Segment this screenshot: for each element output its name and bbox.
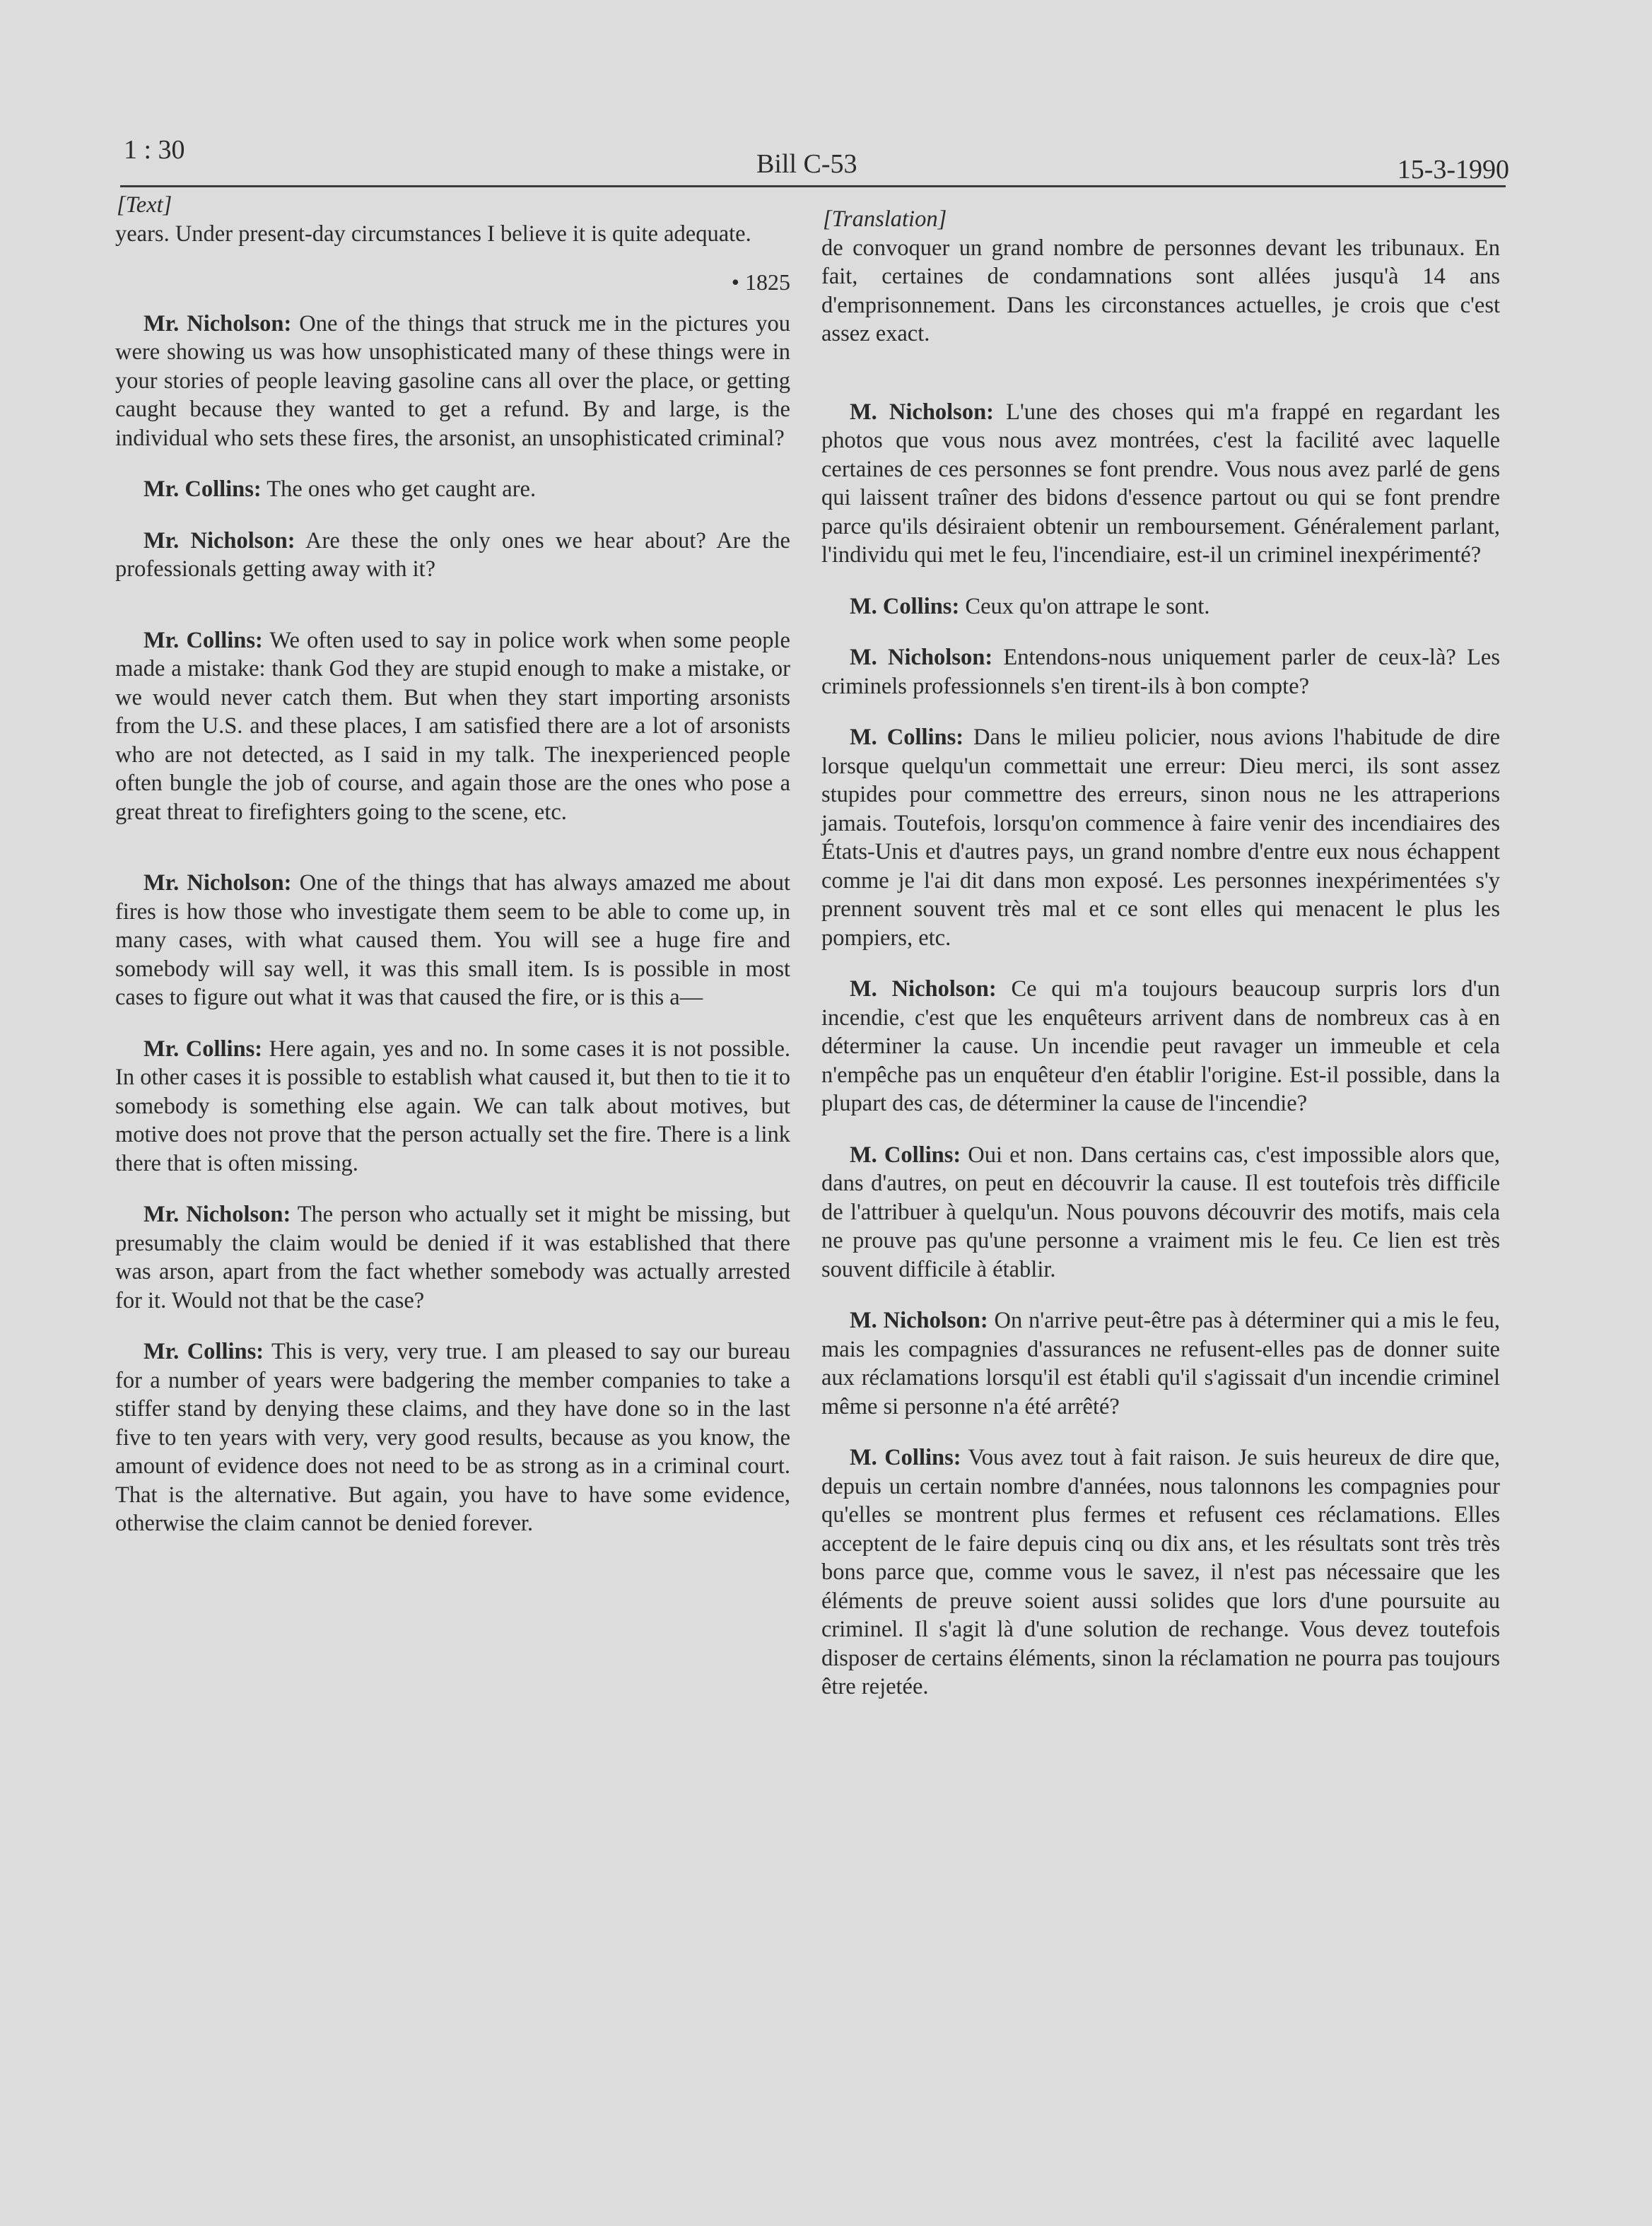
- entry-text: Ce qui m'a toujours beaucoup surpris lors d'un incendie, c'est que les enquêteurs arrivent dans de nombreux cas à en déterminer la cause. Un incendie peut ravager un immeuble et cela n'empêche pas un enquêteur d'en établir l'origine. Est-il possible, dans la plupart des cas, de déterminer la cause de l'incendie?: [821, 976, 1501, 1116]
- transcript-entry: [821, 975, 1500, 1118]
- continuation-paragraph: years. Under present-day circumstances I believe it is quite adequate.: [115, 221, 751, 247]
- speaker-name: Mr. Nicholson:: [143, 870, 292, 896]
- speaker-name: M. Nicholson:: [850, 399, 994, 425]
- transcript-entry: [115, 1200, 790, 1315]
- transcript-entry: [821, 592, 1500, 621]
- transcript-entry: [821, 1141, 1500, 1284]
- text-label: [Text]: [117, 192, 172, 218]
- entry-text: The person who actually set it might be missing, but presumably the claim would be denied if it was established that there was arson, apart from the fact whether somebody was actually arrested for it. Would not that be the case?: [115, 1202, 790, 1313]
- speaker-name: Mr. Collins:: [143, 1339, 264, 1364]
- translation-label: [Translation]: [823, 206, 947, 232]
- speaker-name: Mr. Collins:: [143, 627, 263, 653]
- page-header: [117, 134, 1509, 184]
- speaker-name: Mr. Collins:: [143, 1036, 263, 1062]
- entry-text: This is very, very true. I am pleased to say our bureau for a number of years were badgering the member companies to take a stiffer stand by denying these claims, and they have done so in the last five to ten years with very, very good results, because as you know, the amount of evidence does not need to be as strong as in a criminal court. That is the alternative. But again, you have to have some evidence, otherwise the claim cannot be denied forever.: [115, 1339, 790, 1536]
- transcript-entry: [115, 475, 790, 504]
- speaker-name: M. Collins:: [850, 1142, 961, 1168]
- entry-text: On n'arrive peut-être pas à déterminer qui a mis le feu, mais les compagnies d'assurances ne refusent-elles pas de donner suite aux réclamations lorsqu'il est établi qu'il s'agissait d'un incendie criminel même si personne n'a été arrêté?: [821, 1308, 1501, 1419]
- header-date: 15-3-1990: [1397, 155, 1509, 184]
- entry-text: Are these the only ones we hear about? Are the professionals getting away with it?: [115, 527, 790, 582]
- entry-text: Entendons-nous uniquement parler de ceux-là? Les criminels professionnels s'en tirent-ils à bon compte?: [821, 645, 1500, 699]
- entry-text: One of the things that struck me in the pictures you were showing us was how unsophisticated many of these things were in your stories of people leaving gasoline cans all over the place, or getting caught because they wanted to get a refund. By and large, is the individual who sets these fires, the arsonist, an unsophisticated criminal?: [115, 310, 790, 451]
- entry-text: Ceux qu'on attrape le sont.: [959, 593, 1210, 619]
- speaker-name: Mr. Nicholson:: [143, 1202, 291, 1227]
- transcript-entry: [115, 626, 790, 827]
- continuation-paragraph: de convoquer un grand nombre de personnes devant les tribunaux. En fait, certaines de condamnations sont allées jusqu'à 14 ans d'emprisonnement. Dans les circonstances actuelles, je crois que c'est assez exact.: [821, 235, 1500, 346]
- transcript-entry: [821, 398, 1500, 570]
- transcript-entry: [821, 1443, 1500, 1701]
- entry-text: Vous avez tout à fait raison. Je suis heureux de dire que, depuis un certain nombre d'années, nous talonnons les compagnies pour qu'elles se montrent plus fermes et refusent ces réclamations. Elles acceptent de le faire depuis cinq ou dix ans, et les résultats sont très très bons parce que, comme vous le savez, il n'est pas nécessaire que les éléments de preuve soient aussi solides que lors d'une poursuite au criminel. Il s'agit là d'une solution de rechange. Vous devez toutefois disposer de certains éléments, sinon la réclamation ne pourra pas toujours être rejetée.: [821, 1445, 1501, 1699]
- speaker-name: M. Collins:: [850, 593, 960, 619]
- transcript-entry: [821, 723, 1500, 952]
- english-column: [115, 191, 790, 1561]
- speaker-name: M. Collins:: [850, 725, 964, 750]
- french-column: [821, 205, 1500, 1724]
- speaker-name: M. Nicholson:: [850, 645, 993, 670]
- entry-text: One of the things that has always amazed me about fires is how those who investigate them seem to be able to come up, in many cases, with what caused them. You will see a huge fire and somebody will say well, it was this small item. Is is possible in most cases to figure out what it was that caused the fire, or is this a—: [115, 870, 790, 1010]
- transcript-entry: [115, 527, 790, 584]
- speaker-name: Mr. Collins:: [143, 476, 262, 502]
- transcript-entry: [821, 643, 1500, 701]
- transcript-entry: [115, 310, 790, 453]
- entry-text: Oui et non. Dans certains cas, c'est impossible alors que, dans d'autres, on peut en découvrir la cause. Il est toutefois très difficile de l'attribuer à quelqu'un. Nous pouvons découvrir des motifs, mais cela ne prouve pas qu'une personne a vraiment mis le feu. Ce lien est très souvent difficile à établir.: [821, 1142, 1500, 1282]
- page-number: 1 : 30: [124, 135, 185, 165]
- timestamp: • 1825: [731, 269, 790, 295]
- entry-text: Dans le milieu policier, nous avions l'habitude de dire lorsque quelqu'un commettait une erreur: Dieu merci, ils sont assez stupides pour commettre des erreurs, sinon nous ne les attraperions jamais. Toutefois, lorsqu'on commence à faire venir des incendiaires des États-Unis et d'autres pays, un grand nombre d'entre eux nous échappent comme je l'ai dit dans mon exposé. Les personnes inexpérimentées s'y prennent souvent très mal et ce sont elles qui menacent le plus les pompiers, etc.: [821, 725, 1500, 951]
- bill-title: Bill C-53: [756, 149, 857, 179]
- speaker-name: M. Nicholson:: [850, 976, 997, 1002]
- transcript-entry: [115, 869, 790, 1012]
- entry-text: L'une des choses qui m'a frappé en regardant les photos que vous nous avez montrées, c'est la facilité avec laquelle certaines de ces personnes se font prendre. Vous nous avez parlé de gens qui laissent traîner des bidons d'essence partout ou qui se font prendre parce qu'ils désiraient obtenir un remboursement. Généralement parlant, l'individu qui met le feu, l'incendiaire, est-il un criminel inexpérimenté?: [821, 399, 1501, 568]
- speaker-name: M. Nicholson:: [850, 1308, 988, 1333]
- header-rule: [120, 185, 1506, 187]
- transcript-entry: [115, 1337, 790, 1538]
- speaker-name: Mr. Nicholson:: [143, 527, 295, 553]
- transcript-entry: [115, 1035, 790, 1178]
- speaker-name: M. Collins:: [850, 1445, 961, 1470]
- transcript-entry: [821, 1306, 1500, 1421]
- speaker-name: Mr. Nicholson:: [143, 310, 292, 336]
- entry-text: We often used to say in police work when some people made a mistake: thank God they are stupid enough to make a mistake, or we would never catch them. But when they start importing arsonists from the U.S. and these places, I am satisfied there are a lot of arsonists who are not detected, as I said in my talk. The inexperienced people often bungle the job of course, and again those are the ones who pose a great threat to firefighters going to the scene, etc.: [115, 627, 790, 825]
- entry-text: Here again, yes and no. In some cases it is not possible. In other cases it is possible to establish what caused it, but then to tie it to somebody is something else again. We can talk about motives, but motive does not prove that the person actually set the fire. There is a link there that is often missing.: [115, 1036, 790, 1176]
- entry-text: The ones who get caught are.: [261, 476, 537, 502]
